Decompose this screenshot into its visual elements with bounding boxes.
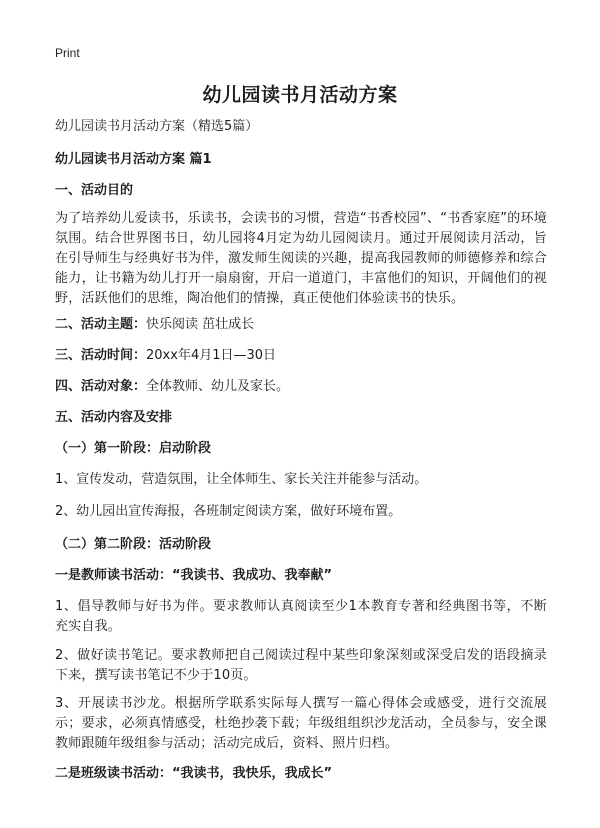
section-2-label: 二、活动主题：: [55, 317, 147, 332]
phase-1-item-2: 2、幼儿园出宣传海报，各班制定阅读方案，做好环境布置。: [55, 504, 402, 519]
section-3: [55, 346, 547, 366]
phase-1-heading: （一）第一阶段：启动阶段: [55, 441, 212, 456]
page-title: 幼儿园读书月活动方案: [202, 84, 398, 106]
section-3-label: 三、活动时间：: [55, 348, 147, 363]
section-1-heading: 一、活动目的: [55, 183, 134, 198]
teacher-item-2: 2、做好读书笔记。要求教师把自己阅读过程中某些印象深刻或深受启发的语段摘录下来，撰写读书笔记不少于10页。: [55, 648, 547, 683]
section-2: [55, 315, 547, 335]
teacher-activity-heading: 一是教师读书活动：“我读书、我成功、我奉献”: [55, 568, 333, 583]
teacher-item-1: 1、倡导教师与好书为伴。要求教师认真阅读至少1本教育专著和经典图书等，不断充实自我。: [55, 599, 547, 634]
print-link[interactable]: Print: [55, 46, 80, 60]
phase-1-item-1: 1、宣传发动，营造氛围，让全体师生、家长关注并能参与活动。: [55, 472, 428, 487]
section-2-value: 快乐阅读 茁壮成长: [146, 317, 255, 332]
article-heading: 幼儿园读书月活动方案 篇1: [55, 152, 212, 167]
teacher-item-3: 3、开展读书沙龙。根据所学联系实际每人撰写一篇心得体会或感受，进行交流展示；要求，必须真情感受，杜绝抄袭下载；年级组组织沙龙活动，全员参与，安全课教师跟随年级组参与活动；活动完成后，资料、照片归档。: [55, 696, 547, 751]
subtitle: 幼儿园读书月活动方案（精选5篇）: [55, 119, 259, 134]
section-4: [55, 377, 547, 397]
section-3-value: 20xx年4月1日—30日: [146, 348, 277, 363]
section-1-body: 为了培养幼儿爱读书，乐读书，会读书的习惯，营造“书香校园”、“书香家庭”的环境氛围。结合世界图书日，幼儿园将4月定为幼儿园阅读月。通过开展阅读月活动，旨在引导师生与经典好书为伴，激发师生阅读的兴趣，提高我园教师的师德修养和综合能力，让书籍为幼儿打开一扇扇窗，开启一道道门，丰富他们的知识，开阔他们的视野，活跃他们的思维，陶冶他们的情操，真正使他们体验读书的快乐。: [55, 211, 547, 306]
section-5-heading: 五、活动内容及安排: [55, 410, 173, 425]
phase-2-heading: （二）第二阶段：活动阶段: [55, 537, 212, 552]
section-4-value: 全体教师、幼儿及家长。: [146, 379, 290, 394]
class-activity-heading: 二是班级读书活动：“我读书，我快乐，我成长”: [55, 766, 333, 781]
section-4-label: 四、活动对象：: [55, 379, 147, 394]
